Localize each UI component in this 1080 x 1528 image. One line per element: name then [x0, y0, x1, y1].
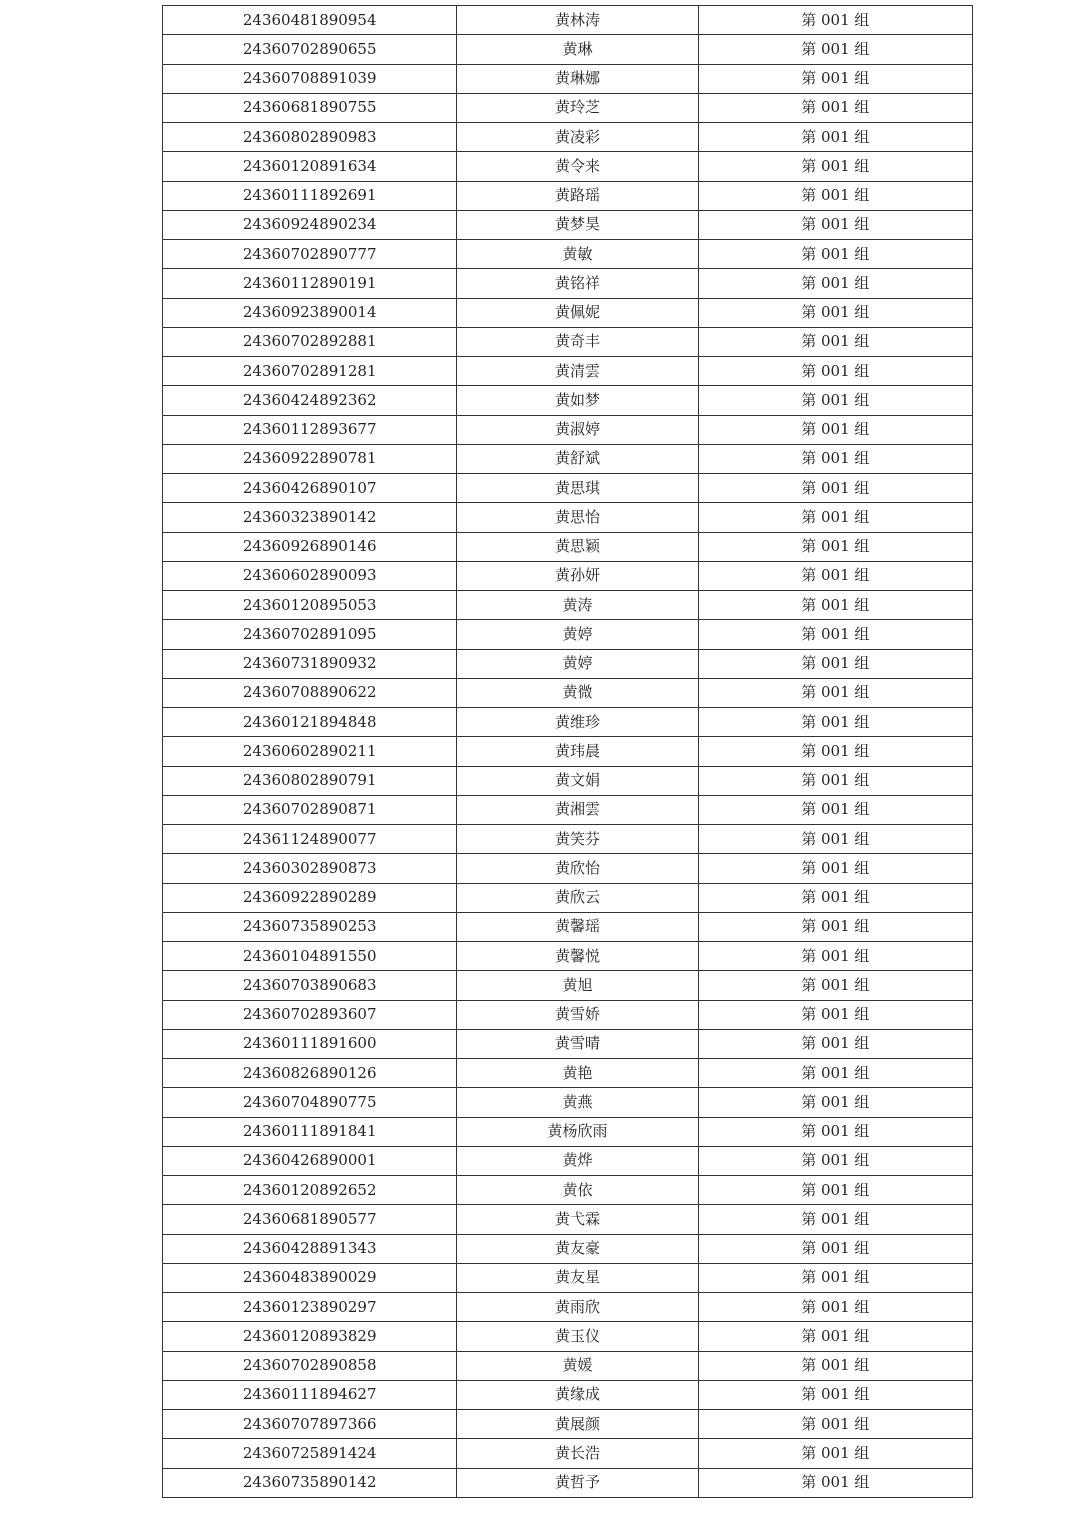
table-row	[163, 532, 973, 561]
group-cell: 第 001 组	[698, 6, 972, 35]
candidate-id-cell: 24360681890755	[163, 93, 457, 122]
candidate-id-cell: 24360702893607	[163, 1000, 457, 1029]
group-cell: 第 001 组	[698, 474, 972, 503]
table-row	[163, 327, 973, 356]
candidate-id-cell: 24360702891281	[163, 357, 457, 386]
candidate-id-cell: 24360702891095	[163, 620, 457, 649]
table-row	[163, 1234, 973, 1263]
candidate-name-cell: 黄媛	[457, 1351, 698, 1380]
group-cell: 第 001 组	[698, 708, 972, 737]
table-row	[163, 240, 973, 269]
table-row	[163, 152, 973, 181]
candidate-name-cell: 黄奇丰	[457, 327, 698, 356]
candidate-id-cell: 24360922890781	[163, 444, 457, 473]
candidate-name-cell: 黄长浩	[457, 1439, 698, 1468]
table-row	[163, 971, 973, 1000]
candidate-id-cell: 24360731890932	[163, 649, 457, 678]
group-cell: 第 001 组	[698, 1176, 972, 1205]
candidate-name-cell: 黄弋霖	[457, 1205, 698, 1234]
candidate-id-cell: 24360602890211	[163, 737, 457, 766]
table-row	[163, 912, 973, 941]
table-row	[163, 1176, 973, 1205]
group-cell: 第 001 组	[698, 561, 972, 590]
group-cell: 第 001 组	[698, 1146, 972, 1175]
group-cell: 第 001 组	[698, 210, 972, 239]
candidate-name-cell: 黄路瑶	[457, 181, 698, 210]
group-cell: 第 001 组	[698, 35, 972, 64]
candidate-id-cell: 24360426890107	[163, 474, 457, 503]
table-row	[163, 444, 973, 473]
table-row	[163, 1146, 973, 1175]
group-cell: 第 001 组	[698, 912, 972, 941]
table-row	[163, 474, 973, 503]
candidate-name-cell: 黄清雲	[457, 357, 698, 386]
candidate-id-cell: 24360922890289	[163, 883, 457, 912]
table-row	[163, 181, 973, 210]
candidate-id-cell: 24360735890253	[163, 912, 457, 941]
candidate-name-cell: 黄依	[457, 1176, 698, 1205]
candidate-name-cell: 黄思琪	[457, 474, 698, 503]
table-row	[163, 795, 973, 824]
group-cell: 第 001 组	[698, 327, 972, 356]
candidate-id-cell: 24360924890234	[163, 210, 457, 239]
table-row	[163, 591, 973, 620]
candidate-id-cell: 24360735890142	[163, 1468, 457, 1497]
group-cell: 第 001 组	[698, 1468, 972, 1497]
candidate-id-cell: 24360120892652	[163, 1176, 457, 1205]
group-cell: 第 001 组	[698, 1293, 972, 1322]
table-row	[163, 708, 973, 737]
table-row	[163, 357, 973, 386]
candidate-id-cell: 24360424892362	[163, 386, 457, 415]
candidate-id-cell: 24360923890014	[163, 298, 457, 327]
group-cell: 第 001 组	[698, 1380, 972, 1409]
table-row	[163, 825, 973, 854]
table-row	[163, 1468, 973, 1497]
group-cell: 第 001 组	[698, 1205, 972, 1234]
candidate-id-cell: 24360926890146	[163, 532, 457, 561]
candidate-name-cell: 黄馨瑶	[457, 912, 698, 941]
candidate-id-cell: 24360120895053	[163, 591, 457, 620]
candidate-id-cell: 24360707897366	[163, 1410, 457, 1439]
group-cell: 第 001 组	[698, 620, 972, 649]
group-cell: 第 001 组	[698, 415, 972, 444]
table-row	[163, 269, 973, 298]
candidate-id-cell: 24360111894627	[163, 1380, 457, 1409]
candidate-name-cell: 黄琳	[457, 35, 698, 64]
candidate-name-cell: 黄烨	[457, 1146, 698, 1175]
group-cell: 第 001 组	[698, 503, 972, 532]
table-row	[163, 210, 973, 239]
candidate-name-cell: 黄玮晨	[457, 737, 698, 766]
table-row	[163, 64, 973, 93]
candidate-name-cell: 黄馨悦	[457, 942, 698, 971]
group-cell: 第 001 组	[698, 795, 972, 824]
candidate-id-cell: 24360112890191	[163, 269, 457, 298]
table-row	[163, 942, 973, 971]
candidate-id-cell: 24360111891841	[163, 1117, 457, 1146]
candidate-id-cell: 24360302890873	[163, 854, 457, 883]
candidate-name-cell: 黄涛	[457, 591, 698, 620]
table-row	[163, 1380, 973, 1409]
candidate-name-cell: 黄燕	[457, 1088, 698, 1117]
candidate-id-cell: 24360428891343	[163, 1234, 457, 1263]
candidate-id-cell: 24360703890683	[163, 971, 457, 1000]
candidate-id-cell: 24360111892691	[163, 181, 457, 210]
candidate-id-cell: 24360702892881	[163, 327, 457, 356]
candidate-name-cell: 黄展颜	[457, 1410, 698, 1439]
table-row	[163, 1322, 973, 1351]
group-cell: 第 001 组	[698, 825, 972, 854]
candidate-name-cell: 黄铭祥	[457, 269, 698, 298]
candidate-id-cell: 24360111891600	[163, 1029, 457, 1058]
candidate-name-cell: 黄杨欣雨	[457, 1117, 698, 1146]
group-cell: 第 001 组	[698, 971, 972, 1000]
candidate-id-cell: 24360802890983	[163, 123, 457, 152]
candidate-id-cell: 24360725891424	[163, 1439, 457, 1468]
candidate-name-cell: 黄佩妮	[457, 298, 698, 327]
table-row	[163, 1000, 973, 1029]
candidate-id-cell: 24360708890622	[163, 678, 457, 707]
group-cell: 第 001 组	[698, 591, 972, 620]
table-row	[163, 35, 973, 64]
group-cell: 第 001 组	[698, 93, 972, 122]
candidate-name-cell: 黄笑芬	[457, 825, 698, 854]
table-row	[163, 883, 973, 912]
candidate-id-cell: 24360120891634	[163, 152, 457, 181]
table-row	[163, 1059, 973, 1088]
candidate-name-cell: 黄孙妍	[457, 561, 698, 590]
candidate-id-cell: 24360708891039	[163, 64, 457, 93]
table-row	[163, 1293, 973, 1322]
table-row	[163, 737, 973, 766]
candidate-id-cell: 24361124890077	[163, 825, 457, 854]
table-row	[163, 298, 973, 327]
table-row	[163, 1088, 973, 1117]
candidate-name-cell: 黄思怡	[457, 503, 698, 532]
group-cell: 第 001 组	[698, 1117, 972, 1146]
candidate-name-cell: 黄雨欣	[457, 1293, 698, 1322]
table-row	[163, 1029, 973, 1058]
group-cell: 第 001 组	[698, 386, 972, 415]
candidate-id-cell: 24360112893677	[163, 415, 457, 444]
candidate-id-cell: 24360702890858	[163, 1351, 457, 1380]
candidate-name-cell: 黄舒斌	[457, 444, 698, 473]
candidate-id-cell: 24360681890577	[163, 1205, 457, 1234]
table-row	[163, 649, 973, 678]
candidate-id-cell: 24360702890777	[163, 240, 457, 269]
candidate-name-cell: 黄雪娇	[457, 1000, 698, 1029]
candidate-id-cell: 24360483890029	[163, 1263, 457, 1292]
candidate-id-cell: 24360104891550	[163, 942, 457, 971]
group-cell: 第 001 组	[698, 444, 972, 473]
group-cell: 第 001 组	[698, 1351, 972, 1380]
candidate-name-cell: 黄婷	[457, 620, 698, 649]
table-row	[163, 93, 973, 122]
group-cell: 第 001 组	[698, 737, 972, 766]
candidate-id-cell: 24360121894848	[163, 708, 457, 737]
group-cell: 第 001 组	[698, 123, 972, 152]
group-cell: 第 001 组	[698, 1000, 972, 1029]
candidate-id-cell: 24360826890126	[163, 1059, 457, 1088]
candidate-name-cell: 黄梦昊	[457, 210, 698, 239]
group-cell: 第 001 组	[698, 1410, 972, 1439]
table-row	[163, 1410, 973, 1439]
candidate-id-cell: 24360323890142	[163, 503, 457, 532]
candidate-name-cell: 黄友豪	[457, 1234, 698, 1263]
table-row	[163, 386, 973, 415]
candidate-id-cell: 24360426890001	[163, 1146, 457, 1175]
group-cell: 第 001 组	[698, 1439, 972, 1468]
candidate-name-cell: 黄哲予	[457, 1468, 698, 1497]
candidate-name-cell: 黄旭	[457, 971, 698, 1000]
group-cell: 第 001 组	[698, 298, 972, 327]
candidate-id-cell: 24360120893829	[163, 1322, 457, 1351]
table-row	[163, 123, 973, 152]
group-cell: 第 001 组	[698, 1029, 972, 1058]
table-row	[163, 1439, 973, 1468]
table-row	[163, 503, 973, 532]
group-cell: 第 001 组	[698, 1088, 972, 1117]
table-row	[163, 6, 973, 35]
roster-table-body	[163, 6, 973, 1498]
group-cell: 第 001 组	[698, 269, 972, 298]
candidate-name-cell: 黄思颖	[457, 532, 698, 561]
group-cell: 第 001 组	[698, 64, 972, 93]
candidate-name-cell: 黄微	[457, 678, 698, 707]
group-cell: 第 001 组	[698, 1322, 972, 1351]
candidate-name-cell: 黄敏	[457, 240, 698, 269]
group-cell: 第 001 组	[698, 240, 972, 269]
candidate-id-cell: 24360702890655	[163, 35, 457, 64]
group-cell: 第 001 组	[698, 152, 972, 181]
group-cell: 第 001 组	[698, 1059, 972, 1088]
candidate-name-cell: 黄淑婷	[457, 415, 698, 444]
candidate-name-cell: 黄琳娜	[457, 64, 698, 93]
candidate-name-cell: 黄玉仪	[457, 1322, 698, 1351]
candidate-name-cell: 黄婷	[457, 649, 698, 678]
candidate-name-cell: 黄湘雲	[457, 795, 698, 824]
candidate-name-cell: 黄雪晴	[457, 1029, 698, 1058]
candidate-name-cell: 黄欣云	[457, 883, 698, 912]
group-cell: 第 001 组	[698, 854, 972, 883]
candidate-id-cell: 24360702890871	[163, 795, 457, 824]
candidate-name-cell: 黄欣怡	[457, 854, 698, 883]
table-row	[163, 678, 973, 707]
roster-table	[162, 5, 973, 1498]
candidate-name-cell: 黄如梦	[457, 386, 698, 415]
candidate-id-cell: 24360802890791	[163, 766, 457, 795]
group-cell: 第 001 组	[698, 883, 972, 912]
candidate-name-cell: 黄缘成	[457, 1380, 698, 1409]
candidate-name-cell: 黄令来	[457, 152, 698, 181]
candidate-name-cell: 黄凌彩	[457, 123, 698, 152]
group-cell: 第 001 组	[698, 942, 972, 971]
candidate-name-cell: 黄文娟	[457, 766, 698, 795]
candidate-name-cell: 黄维珍	[457, 708, 698, 737]
candidate-id-cell: 24360123890297	[163, 1293, 457, 1322]
table-row	[163, 1351, 973, 1380]
group-cell: 第 001 组	[698, 649, 972, 678]
group-cell: 第 001 组	[698, 766, 972, 795]
table-row	[163, 1205, 973, 1234]
table-row	[163, 620, 973, 649]
candidate-id-cell: 24360602890093	[163, 561, 457, 590]
table-row	[163, 1117, 973, 1146]
table-row	[163, 561, 973, 590]
candidate-name-cell: 黄友星	[457, 1263, 698, 1292]
group-cell: 第 001 组	[698, 1234, 972, 1263]
candidate-id-cell: 24360704890775	[163, 1088, 457, 1117]
table-row	[163, 415, 973, 444]
candidate-name-cell: 黄林涛	[457, 6, 698, 35]
candidate-name-cell: 黄艳	[457, 1059, 698, 1088]
group-cell: 第 001 组	[698, 678, 972, 707]
group-cell: 第 001 组	[698, 532, 972, 561]
candidate-name-cell: 黄玲芝	[457, 93, 698, 122]
group-cell: 第 001 组	[698, 181, 972, 210]
group-cell: 第 001 组	[698, 1263, 972, 1292]
candidate-id-cell: 24360481890954	[163, 6, 457, 35]
table-row	[163, 766, 973, 795]
group-cell: 第 001 组	[698, 357, 972, 386]
table-row	[163, 1263, 973, 1292]
table-row	[163, 854, 973, 883]
